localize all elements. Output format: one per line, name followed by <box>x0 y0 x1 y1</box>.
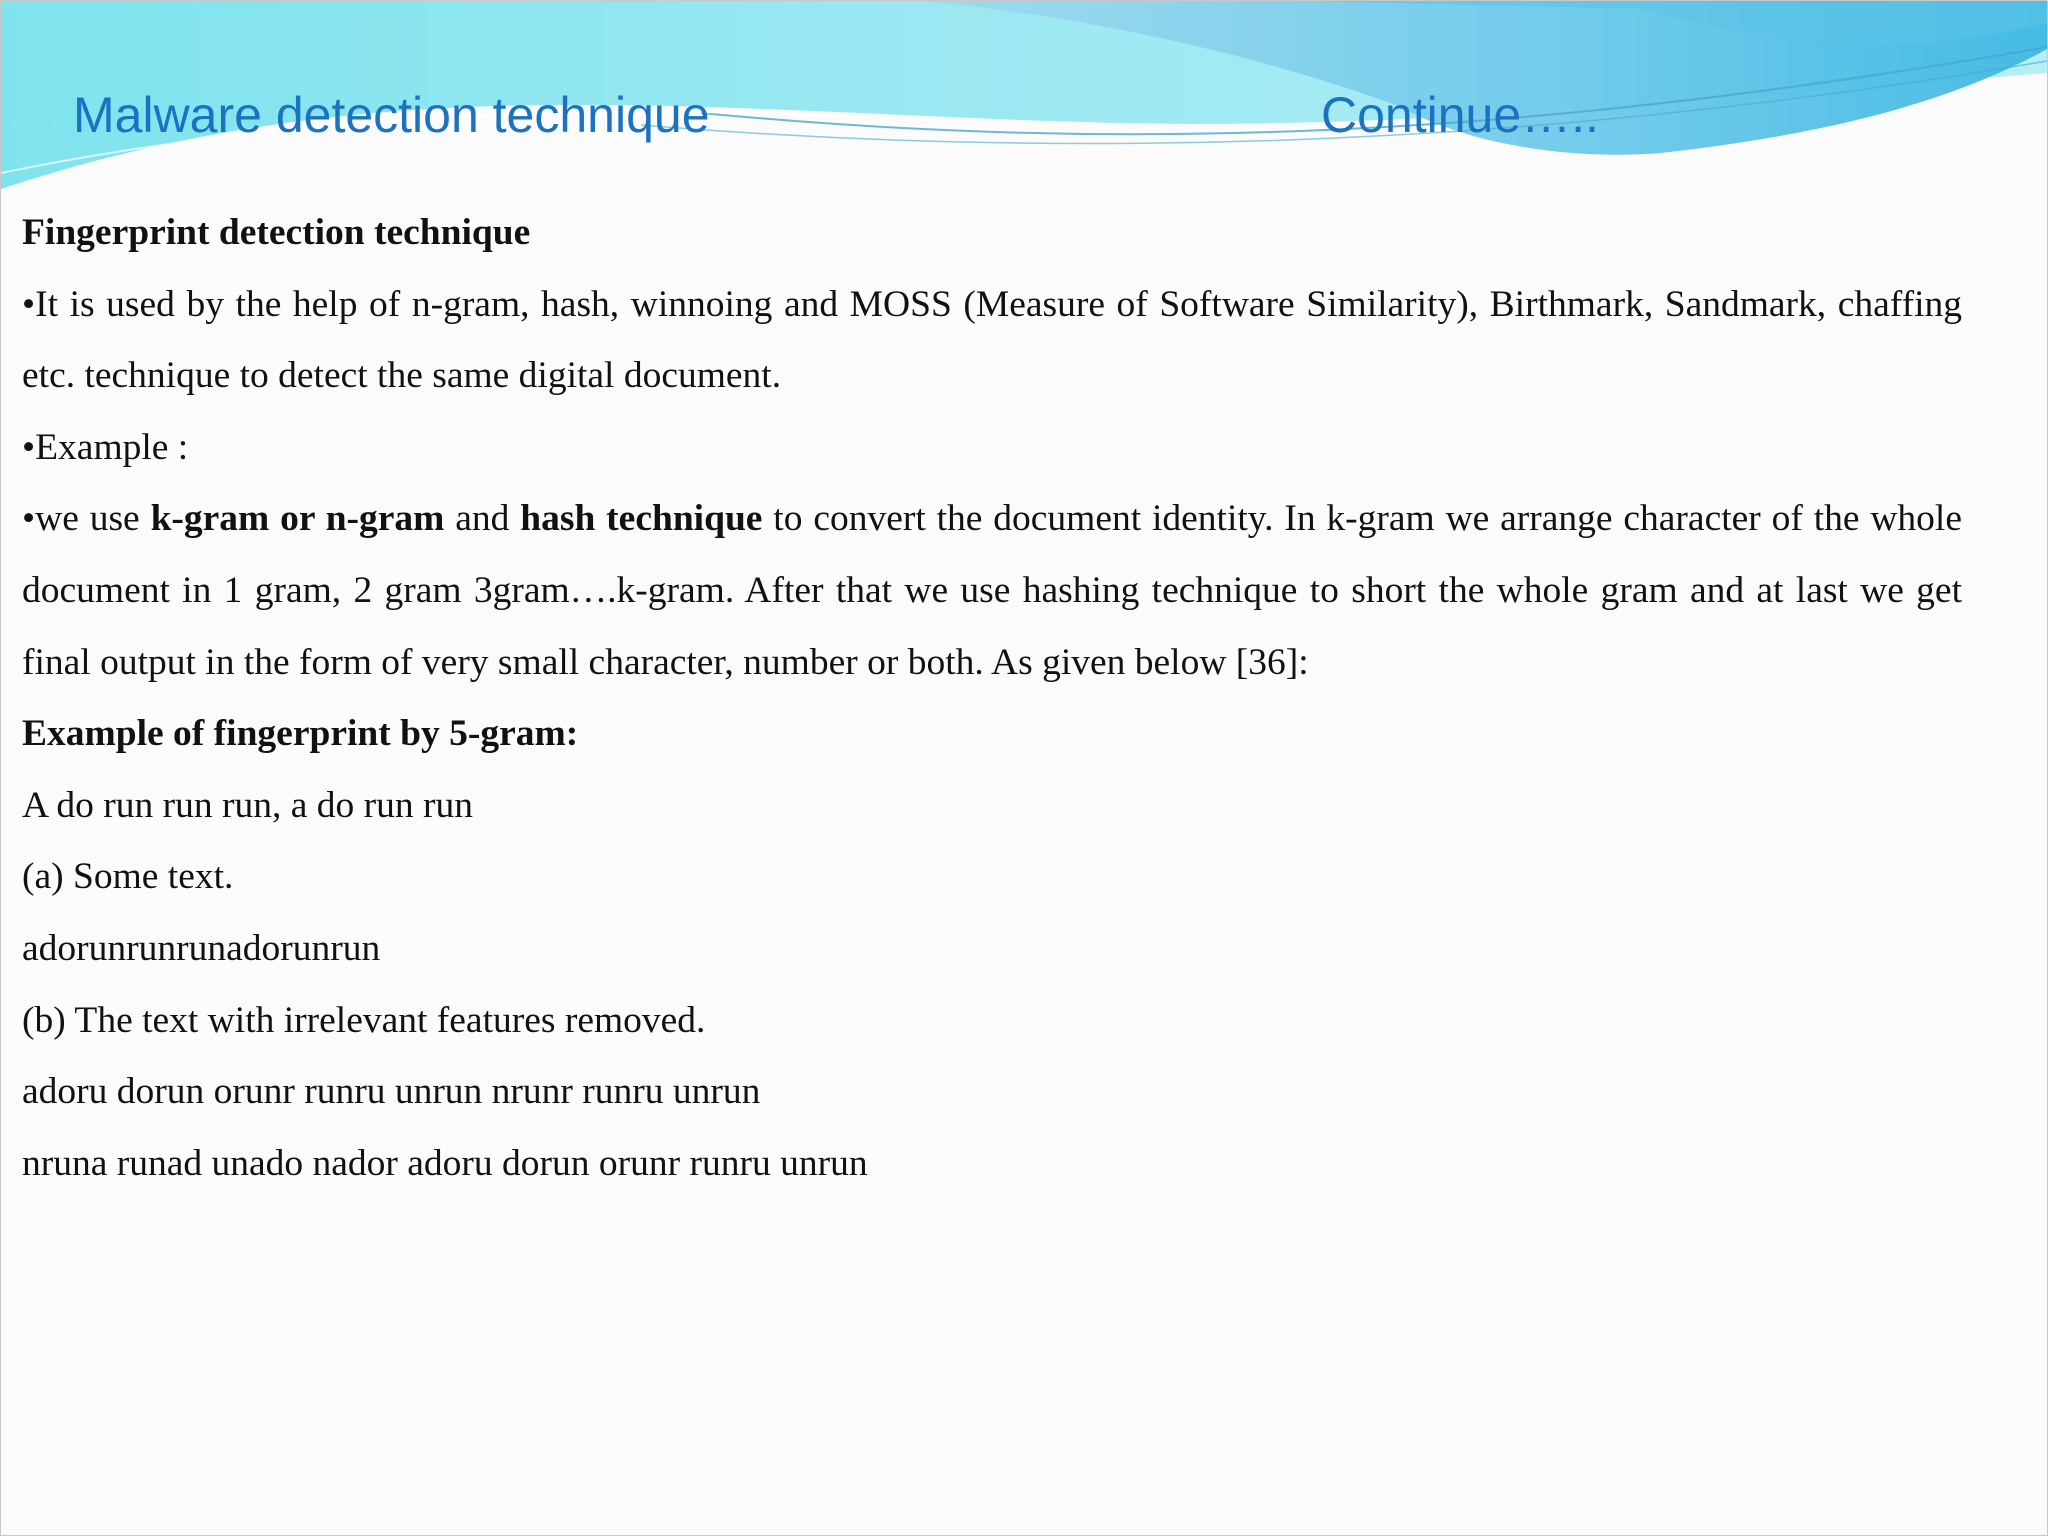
example-line: adoru dorun orunr runru unrun nrunr runru unrun <box>22 1071 761 1113</box>
example-line: (b) The text with irrelevant features removed. <box>22 999 706 1041</box>
bullet-paragraph: •It is used by the help of n-gram, hash, winnoing and MOSS (Measure of Software Similarity), Birthmark, Sandmark, chaffing etc. technique to detect the same digital document. <box>22 283 1962 397</box>
example-line: adorunrunrunadorunrun <box>22 927 381 969</box>
continue-label: Continue….. <box>1321 87 1599 143</box>
slide-title: Malware detection technique <box>73 87 710 143</box>
slide-body <box>22 197 1962 1199</box>
bullet-paragraph: •Example : <box>22 426 189 468</box>
example-line: nruna runad unado nador adoru dorun orunr runru unrun <box>22 1142 868 1184</box>
bullet-icon: • <box>22 498 36 540</box>
section-heading: Fingerprint detection technique <box>22 212 531 253</box>
example-heading: Example of fingerprint by 5-gram: <box>22 713 579 755</box>
bullet-icon: • <box>22 283 36 325</box>
example-line: A do run run run, a do run run <box>22 784 473 826</box>
bullet-icon: • <box>22 426 36 468</box>
bullet-paragraph: •we use k-gram or n-gram and hash technique to convert the document identity. In k-gram we arrange character of the whole document in 1 gram, 2 gram 3gram….k-gram. After that we use hashing technique to short the whole gram and at last we get final output in the form of very small character, number or both. As given below [36]: <box>22 498 1962 683</box>
example-line: (a) Some text. <box>22 856 234 898</box>
